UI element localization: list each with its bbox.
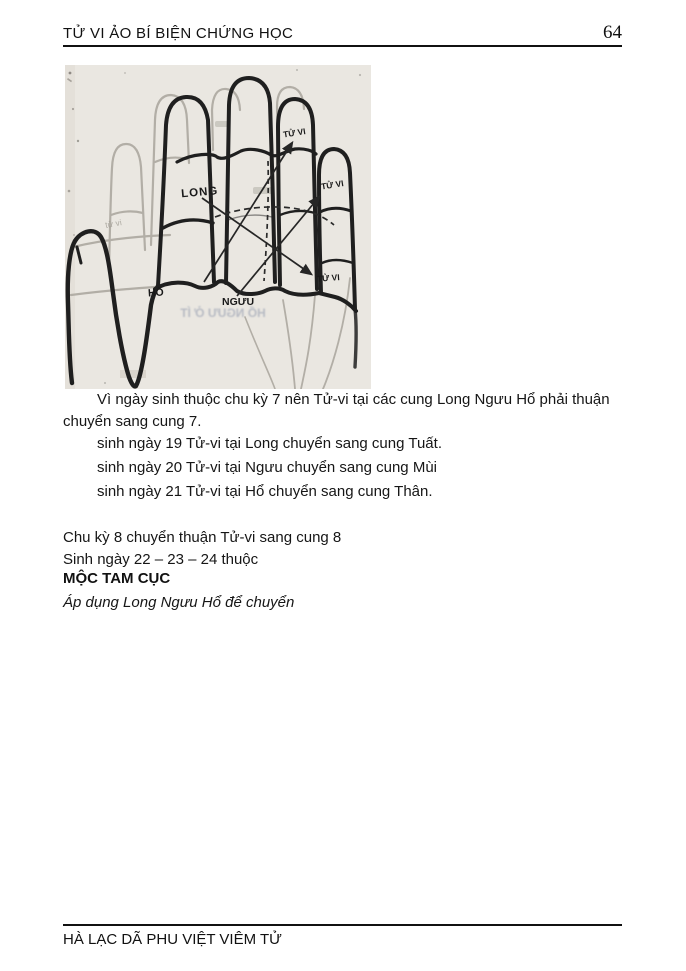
tuvi-pinky-top-label: TỬ VI bbox=[320, 178, 345, 192]
tuvi-ring-tip-label: TỬ VI bbox=[282, 126, 307, 140]
header-title: TỬ VI ẢO BÍ BIỆN CHỨNG HỌC bbox=[63, 25, 294, 42]
hand-diagram-figure bbox=[65, 65, 371, 389]
line-day-21: sinh ngày 21 Tử-vi tại Hổ chuyển sang cung Thân. bbox=[97, 483, 433, 500]
svg-text:HỔ NGƯU Ở ÍT: HỔ NGƯU Ở ÍT bbox=[180, 306, 266, 320]
tuvi-pinky-bottom-label: TỬ VI bbox=[316, 272, 340, 284]
page-number: 64 bbox=[603, 22, 622, 43]
paragraph-birth-days: Sinh ngày 22 – 23 – 24 thuộc bbox=[63, 551, 259, 568]
ho-label: HỔ bbox=[147, 286, 165, 300]
footer-rule bbox=[63, 924, 622, 926]
hand-diagram-svg bbox=[65, 65, 371, 389]
paragraph-intro: Vì ngày sinh thuộc chu kỳ 7 nên Tử-vi tại các cung Long Ngưu Hổ phải thuận chuyển sang cung 7. bbox=[63, 391, 610, 430]
line-day-20: sinh ngày 20 Tử-vi tại Ngưu chuyển sang cung Mùi bbox=[97, 459, 437, 476]
header-rule bbox=[63, 45, 622, 47]
line-day-19: sinh ngày 19 Tử-vi tại Long chuyển sang cung Tuất. bbox=[97, 435, 442, 452]
section-heading-moc-tam-cuc: MỘC TAM CỤC bbox=[63, 570, 171, 587]
long-label: LONG bbox=[180, 185, 219, 201]
footer-author: HÀ LẠC DÃ PHU VIỆT VIÊM TỬ bbox=[63, 931, 282, 948]
italic-note: Áp dụng Long Ngưu Hổ để chuyển bbox=[63, 594, 295, 611]
nguu-label: NGƯU bbox=[222, 296, 255, 308]
ghost-tuvi-label: tử vi bbox=[104, 217, 123, 230]
paragraph-cycle-8: Chu kỳ 8 chuyển thuận Tử-vi sang cung 8 bbox=[63, 529, 342, 546]
